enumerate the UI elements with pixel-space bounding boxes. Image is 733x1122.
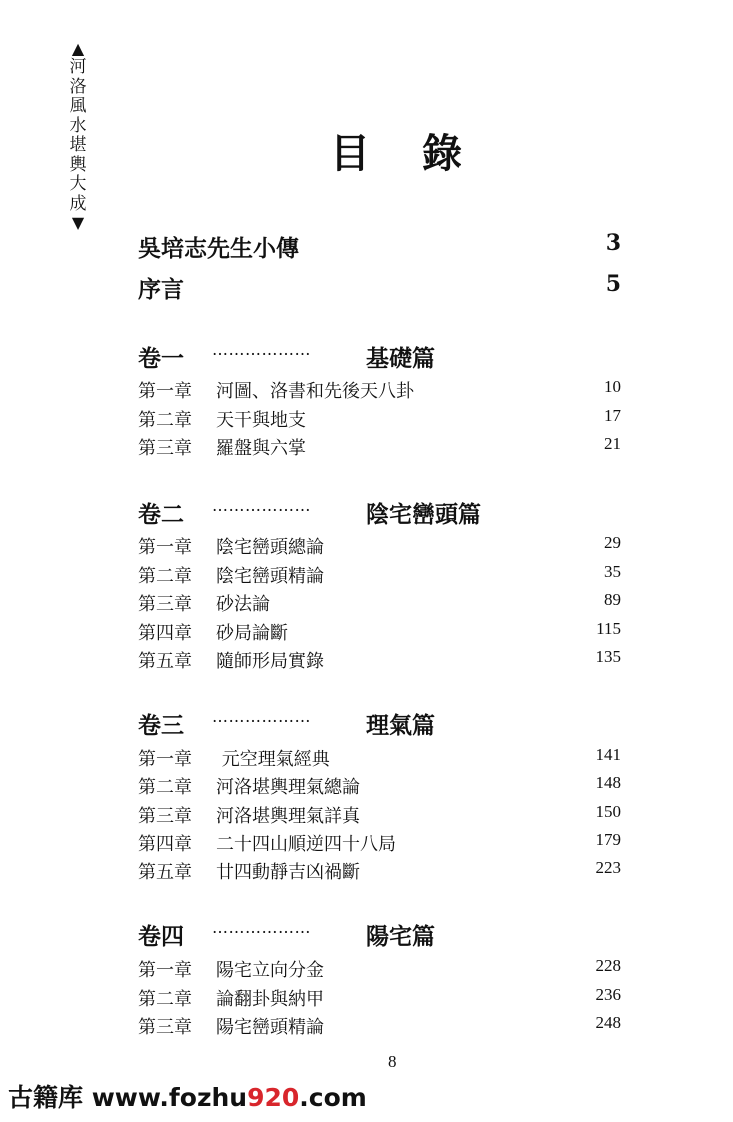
chapter-number: 第一章: [138, 537, 192, 558]
footer-suffix: .com: [299, 1083, 367, 1112]
entry-page: 5: [605, 271, 621, 297]
chapter-page: 148: [595, 773, 621, 792]
volume-heading[interactable]: [138, 496, 481, 529]
chapter-page: 115: [596, 619, 621, 638]
volume-label: 卷三: [138, 712, 184, 739]
chapter-number: 第一章: [138, 749, 192, 770]
chapter-page: 141: [595, 745, 621, 764]
toc-chapter-row[interactable]: [138, 533, 621, 559]
toc-chapter-row[interactable]: [138, 619, 621, 645]
volume-label: 卷一: [138, 345, 184, 372]
side-title-char: 水: [69, 115, 87, 136]
toc-front-entry[interactable]: [138, 271, 621, 303]
up-triangle-icon: ▲: [71, 39, 85, 58]
chapter-number: 第一章: [138, 960, 192, 981]
volume-name: 陰宅巒頭篇: [366, 501, 481, 528]
volume-name: 理氣篇: [366, 712, 435, 739]
chapter-name: 論翻卦與納甲: [216, 989, 324, 1010]
chapter-number: 第二章: [138, 777, 192, 798]
chapter-number: 第五章: [138, 862, 192, 883]
side-title-char: 堪: [69, 135, 87, 155]
chapter-number: 第二章: [138, 410, 192, 431]
volume-name: 陽宅篇: [366, 923, 435, 950]
chapter-page: 236: [595, 985, 621, 1004]
chapter-name: 二十四山順逆四十八局: [216, 834, 396, 855]
chapter-number: 第三章: [138, 1017, 192, 1038]
leader-dots: ………………: [212, 918, 311, 937]
entry-label: 序言: [138, 276, 184, 303]
chapter-page: 135: [595, 647, 621, 666]
side-title: [64, 40, 92, 232]
chapter-number: 第三章: [138, 594, 192, 615]
chapter-number: 第四章: [138, 623, 192, 644]
watermark-footer: [8, 1078, 367, 1114]
chapter-name: 陽宅巒頭精論: [216, 1017, 324, 1038]
chapter-name: 河圖、洛書和先後天八卦: [216, 381, 414, 402]
volume-heading[interactable]: [138, 340, 435, 373]
chapter-name: 陰宅巒頭精論: [216, 566, 324, 587]
side-title-char: 成: [69, 193, 87, 214]
chapter-page: 150: [595, 802, 621, 821]
leader-dots: ………………: [212, 340, 311, 359]
chapter-number: 第二章: [138, 989, 192, 1010]
leader-dots: ………………: [212, 496, 311, 515]
page-title: [330, 122, 462, 179]
chapter-number: 第四章: [138, 834, 192, 855]
entry-label: 吳培志先生小傳: [138, 235, 299, 262]
chapter-page: 29: [604, 533, 621, 552]
chapter-number: 第一章: [138, 381, 192, 402]
title-char-right: 錄: [422, 131, 462, 177]
chapter-name: 天干與地支: [216, 410, 306, 431]
page-number: 8: [388, 1052, 397, 1071]
leader-dots: ………………: [212, 707, 311, 726]
side-title-char: 輿: [69, 154, 87, 175]
chapter-number: 第三章: [138, 806, 192, 827]
toc-chapter-row[interactable]: [138, 956, 621, 982]
entry-page: 3: [605, 230, 621, 256]
chapter-number: 第二章: [138, 566, 192, 587]
toc-chapter-row[interactable]: [138, 434, 621, 460]
toc-chapter-row[interactable]: [138, 377, 621, 403]
chapter-page: 89: [604, 590, 621, 609]
volume-label: 卷四: [138, 923, 184, 950]
chapter-number: 第五章: [138, 651, 192, 672]
chapter-name: 隨師形局實錄: [216, 651, 324, 672]
chapter-name: 陽宅立向分金: [216, 960, 324, 981]
toc-chapter-row[interactable]: [138, 1013, 621, 1039]
side-title-char: 大: [69, 174, 87, 194]
chapter-name: 元空理氣經典: [216, 749, 330, 770]
side-title-char: 河: [69, 57, 87, 77]
toc-chapter-row[interactable]: [138, 562, 621, 588]
chapter-page: 10: [604, 377, 621, 396]
footer-number: 920: [247, 1083, 300, 1112]
toc-chapter-row[interactable]: [138, 830, 621, 856]
volume-label: 卷二: [138, 501, 184, 528]
toc-chapter-row[interactable]: [138, 985, 621, 1011]
chapter-page: 223: [595, 858, 621, 877]
chapter-page: 35: [604, 562, 621, 581]
toc-chapter-row[interactable]: [138, 406, 621, 432]
toc-chapter-row[interactable]: [138, 802, 621, 828]
chapter-page: 228: [595, 956, 621, 975]
chapter-name: 廿四動靜吉凶禍斷: [216, 862, 360, 883]
volume-name: 基礎篇: [366, 345, 435, 372]
chapter-name: 陰宅巒頭總論: [216, 537, 324, 558]
toc-chapter-row[interactable]: [138, 745, 621, 771]
title-char-left: 目: [330, 131, 370, 177]
chapter-page: 17: [604, 406, 621, 425]
chapter-name: 羅盤與六掌: [216, 438, 306, 459]
chapter-name: 河洛堪輿理氣詳真: [216, 806, 360, 827]
down-triangle-icon: ▼: [71, 213, 85, 232]
toc-chapter-row[interactable]: [138, 858, 621, 884]
chapter-name: 河洛堪輿理氣總論: [216, 777, 360, 798]
toc-chapter-row[interactable]: [138, 773, 621, 799]
side-title-char: 洛: [69, 76, 87, 97]
footer-prefix: 古籍库 www.fozhu: [8, 1083, 248, 1112]
volume-heading[interactable]: [138, 707, 435, 740]
chapter-name: 砂局論斷: [216, 623, 288, 644]
chapter-number: 第三章: [138, 438, 192, 459]
side-title-char: 風: [69, 96, 87, 116]
chapter-page: 21: [604, 434, 621, 453]
chapter-page: 179: [595, 830, 621, 849]
volume-heading[interactable]: [138, 918, 435, 951]
chapter-name: 砂法論: [216, 594, 270, 615]
chapter-page: 248: [595, 1013, 621, 1032]
toc-front-entry[interactable]: [138, 230, 621, 262]
toc-chapter-row[interactable]: [138, 590, 621, 616]
toc-chapter-row[interactable]: [138, 647, 621, 673]
